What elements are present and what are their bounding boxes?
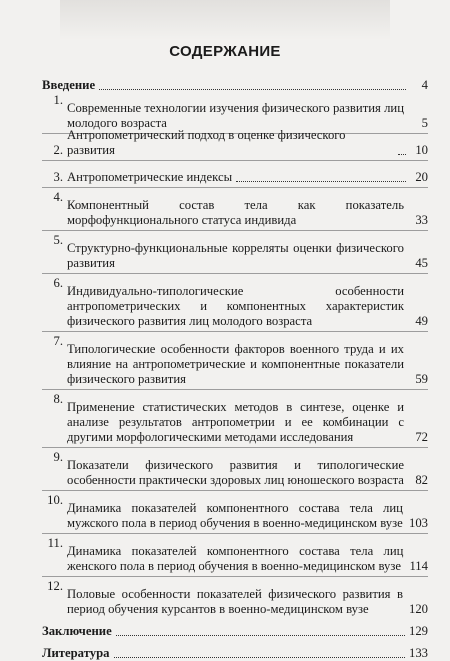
toc-entry-introduction[interactable] <box>42 71 428 93</box>
toc-entry-references[interactable] <box>42 639 428 661</box>
toc-entry-page: 114 <box>409 559 428 573</box>
toc-entry-page: 59 <box>415 372 428 386</box>
toc-entry-number: 11. <box>47 536 63 550</box>
toc-entry-title: Динамика показателей компонентного состава тела лиц мужского пола в период обучения в военно-медицинском вузе <box>67 501 403 530</box>
toc-entry-page: 20 <box>415 170 428 184</box>
toc-entry-number: 3. <box>53 170 63 184</box>
leader-dots <box>398 154 406 155</box>
divider <box>42 576 428 577</box>
toc-entry-5[interactable] <box>42 233 428 271</box>
toc-entry-page: 4 <box>421 78 428 92</box>
toc-entry-10[interactable] <box>42 493 428 531</box>
toc-entry-number: 1. <box>53 93 63 107</box>
divider <box>42 490 428 491</box>
toc-entry-page: 45 <box>415 256 428 270</box>
toc-entry-title: Показатели физического развития и типологические особенности практически здоровых лиц юношеского возраста <box>67 458 404 487</box>
leader-dots <box>114 657 405 658</box>
toc-entry-page: 49 <box>415 314 428 328</box>
toc-entry-page: 133 <box>408 646 428 660</box>
toc-entry-title: Индивидуально-типологические особенности антропометрических и компонентных характеристик физического развития лиц молодого возраста <box>67 284 404 328</box>
toc-entry-number: 4. <box>53 190 63 204</box>
toc-entry-page: 82 <box>415 473 428 487</box>
bleed-through-shadow <box>60 0 390 40</box>
toc-entry-11[interactable] <box>42 536 428 574</box>
toc-entry-title: Компонентный состав тела как показатель морфофункционального статуса индивида <box>67 198 404 227</box>
toc-entry-number: 12. <box>47 579 63 593</box>
toc-entry-title: Современные технологии изучения физического развития лиц молодого возраста <box>67 101 404 130</box>
divider <box>42 533 428 534</box>
toc-entry-3[interactable] <box>42 163 428 185</box>
toc-entry-title: Динамика показателей компонентного состава тела лиц женского пола в период обучения в военно-медицинском вузе <box>67 544 404 573</box>
toc-entry-page: 103 <box>408 516 428 530</box>
toc-entry-number: 5. <box>53 233 63 247</box>
toc-entry-page: 72 <box>415 430 428 444</box>
toc-entry-number: 8. <box>53 392 63 406</box>
toc-entry-title: Литература <box>42 646 110 660</box>
toc-entry-title: Типологические особенности факторов военного труда и их влияние на антропометрические и компонентные показатели физического развития <box>67 342 404 386</box>
toc-entry-page: 120 <box>408 602 428 616</box>
toc-entry-4[interactable] <box>42 190 428 228</box>
page-title: СОДЕРЖАНИЕ <box>169 43 281 60</box>
toc-entry-number: 2. <box>53 143 63 157</box>
divider <box>42 160 428 161</box>
toc-entry-9[interactable] <box>42 450 428 488</box>
divider <box>42 273 428 274</box>
divider <box>42 187 428 188</box>
toc-entry-7[interactable] <box>42 334 428 387</box>
toc-entry-title: Антропометрические индексы <box>67 170 233 184</box>
toc-entry-number: 7. <box>53 334 63 348</box>
leader-dots <box>236 181 406 182</box>
toc-entry-number: 9. <box>53 450 63 464</box>
toc-entry-2[interactable] <box>42 128 428 158</box>
toc-entry-page: 10 <box>415 143 428 157</box>
leader-dots <box>116 635 405 636</box>
toc-entry-number: 10. <box>47 493 63 507</box>
table-of-contents <box>42 71 428 661</box>
toc-entry-title: Заключение <box>42 624 112 638</box>
toc-entry-page: 129 <box>408 624 428 638</box>
toc-entry-title: Применение статистических методов в синтезе, оценке и анализе результатов антропометрии и ее комбинации с другими морфологическими методами исследования <box>67 400 404 444</box>
toc-entry-title: Антропометрический подход в оценке физического развития <box>67 128 346 157</box>
toc-entry-12[interactable] <box>42 579 428 617</box>
toc-entry-conclusion[interactable] <box>42 617 428 639</box>
divider <box>42 389 428 390</box>
divider <box>42 230 428 231</box>
toc-entry-8[interactable] <box>42 392 428 445</box>
toc-entry-title: Введение <box>42 78 96 92</box>
toc-entry-6[interactable] <box>42 276 428 329</box>
toc-entry-title: Половые особенности показателей физического развития в период обучения курсантов в военно-медицинском вузе <box>67 587 403 616</box>
toc-entry-title: Структурно-функциональные корреляты оценки физического развития <box>67 241 404 270</box>
toc-entry-page: 5 <box>421 116 428 130</box>
toc-entry-page: 33 <box>415 213 428 227</box>
leader-dots <box>99 89 406 90</box>
toc-entry-number: 6. <box>53 276 63 290</box>
divider <box>42 331 428 332</box>
divider <box>42 447 428 448</box>
toc-entry-1[interactable] <box>42 93 428 131</box>
